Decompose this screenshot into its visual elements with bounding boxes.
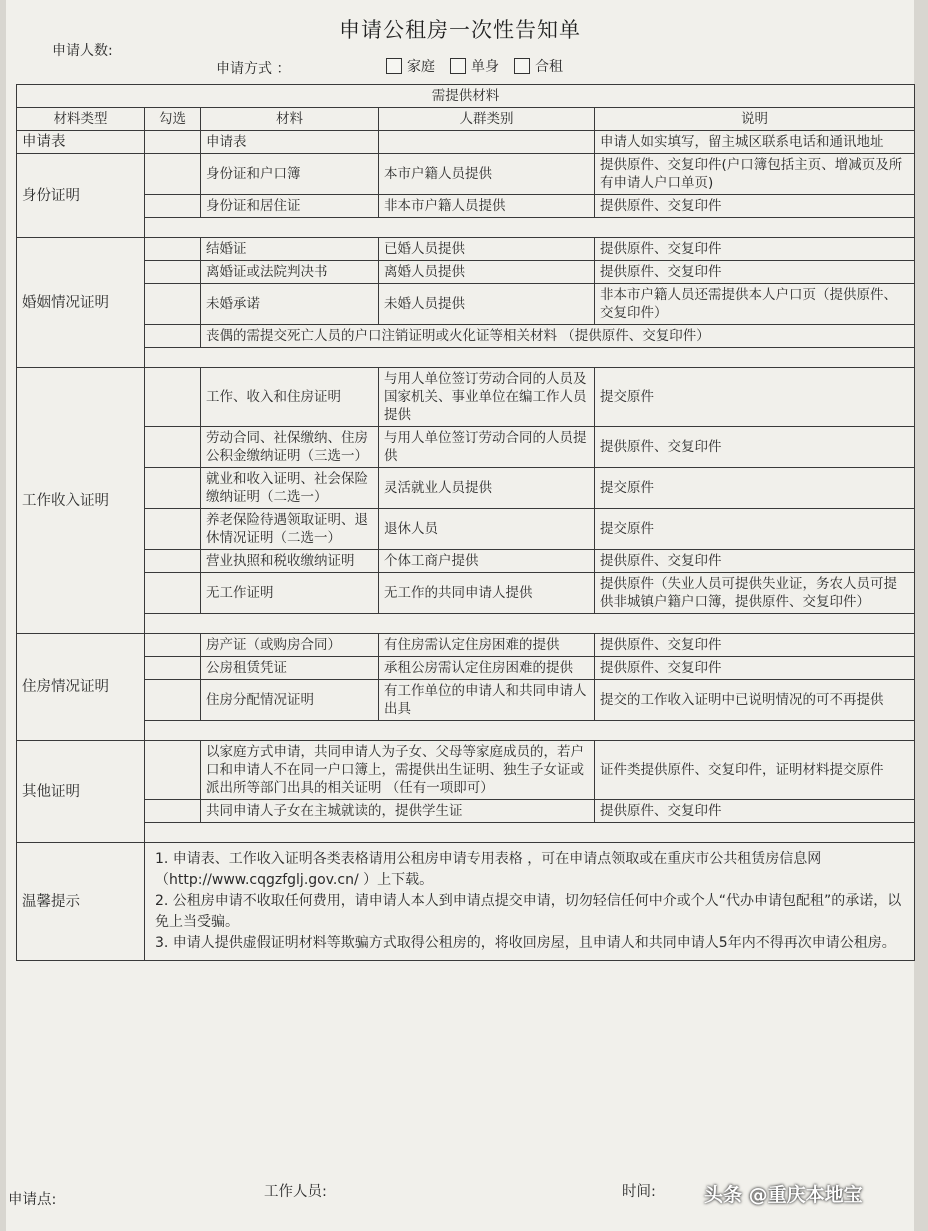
table-row [17, 195, 915, 218]
table-row [17, 634, 915, 657]
category-application: 申请表 [17, 131, 145, 154]
materials-table [16, 84, 915, 961]
material-cell: 申请表 [201, 131, 379, 154]
col-material: 材料 [201, 108, 379, 131]
blank-row [17, 218, 915, 238]
group-cell [379, 131, 595, 154]
category-marriage: 婚姻情况证明 [17, 238, 145, 368]
material-cell: 营业执照和税收缴纳证明 [201, 550, 379, 573]
note-cell: 提供原件、交复印件 [595, 427, 915, 468]
group-cell: 无工作的共同申请人提供 [379, 573, 595, 614]
page-title: 申请公租房一次性告知单 [339, 18, 581, 42]
check-cell[interactable] [145, 741, 201, 800]
tip-item: 2. 公租房申请不收取任何费用，请申请人本人到申请点提交申请，切勿轻信任何中介或个人“代办申请包配租”的承诺，以免上当受骗。 [155, 893, 902, 930]
note-cell: 非本市户籍人员还需提供本人户口页（提供原件、交复印件） [595, 284, 915, 325]
table-row [17, 800, 915, 823]
material-cell: 公房租赁凭证 [201, 657, 379, 680]
footer-point: 申请点: [8, 1192, 57, 1208]
note-cell: 提交原件 [595, 368, 915, 427]
check-cell[interactable] [145, 800, 201, 823]
footer-time: 时间: [622, 1184, 656, 1200]
apply-method-label: 申请方式 ： [216, 61, 291, 77]
table-row [17, 468, 915, 509]
group-cell: 有住房需认定住房困难的提供 [379, 634, 595, 657]
check-cell[interactable] [145, 261, 201, 284]
note-cell: 提供原件、交复印件 [595, 238, 915, 261]
check-cell[interactable] [145, 468, 201, 509]
material-cell: 房产证（或购房合同） [201, 634, 379, 657]
tip-item: 1. 申请表、工作收入证明各类表格请用公租房申请专用表格 ，可在申请点领取或在重庆市公共租赁房信息网（http://www.cqgzfglj.gov.cn/ ）上下载。 [155, 851, 822, 888]
section-header: 需提供材料 [17, 85, 915, 108]
material-cell: 工作、收入和住房证明 [201, 368, 379, 427]
table-row [17, 154, 915, 195]
group-cell: 与用人单位签订劳动合同的人员提供 [379, 427, 595, 468]
group-cell: 灵活就业人员提供 [379, 468, 595, 509]
note-cell: 提供原件（失业人员可提供失业证，务农人员可提供非城镇户籍户口簿，提供原件、交复印件） [595, 573, 915, 614]
note-cell: 提交的工作收入证明中已说明情况的可不再提供 [595, 680, 915, 721]
group-cell: 与用人单位签订劳动合同的人员及国家机关、事业单位在编工作人员提供 [379, 368, 595, 427]
table-row [17, 238, 915, 261]
tips-content [145, 843, 915, 961]
option-single[interactable]: 单身 [450, 56, 499, 76]
material-cell: 身份证和居住证 [201, 195, 379, 218]
notice-sheet [6, 0, 914, 1231]
table-row [17, 368, 915, 427]
widowed-note: 丧偶的需提交死亡人员的户口注销证明或火化证等相关材料 （提供原件、交复印件） [201, 325, 915, 348]
group-cell: 已婚人员提供 [379, 238, 595, 261]
option-shared[interactable]: 合租 [514, 56, 563, 76]
blank-row [17, 348, 915, 368]
material-cell: 就业和收入证明、社会保险缴纳证明（二选一） [201, 468, 379, 509]
table-row [17, 680, 915, 721]
note-cell: 提供原件、交复印件 [595, 261, 915, 284]
category-housing: 住房情况证明 [17, 634, 145, 741]
table-row [17, 573, 915, 614]
check-cell[interactable] [145, 657, 201, 680]
material-cell: 离婚证或法院判决书 [201, 261, 379, 284]
material-cell: 结婚证 [201, 238, 379, 261]
blank-row [17, 721, 915, 741]
column-headers [17, 108, 915, 131]
blank-row [17, 823, 915, 843]
checkbox-family[interactable] [386, 58, 402, 74]
note-cell: 提供原件、交复印件 [595, 800, 915, 823]
table-row [17, 550, 915, 573]
group-cell: 非本市户籍人员提供 [379, 195, 595, 218]
col-check: 勾选 [145, 108, 201, 131]
material-cell: 身份证和户口簿 [201, 154, 379, 195]
table-row [17, 131, 915, 154]
table-row [17, 427, 915, 468]
material-cell: 养老保险待遇领取证明、退休情况证明（二选一） [201, 509, 379, 550]
table-row [17, 325, 915, 348]
col-note: 说明 [595, 108, 915, 131]
check-cell[interactable] [145, 154, 201, 195]
group-cell: 退休人员 [379, 509, 595, 550]
check-cell[interactable] [145, 550, 201, 573]
material-cell: 无工作证明 [201, 573, 379, 614]
applicant-count-label: 申请人数: [52, 43, 113, 59]
tips-row [17, 843, 915, 961]
check-cell[interactable] [145, 368, 201, 427]
check-cell[interactable] [145, 509, 201, 550]
group-cell: 个体工商户提供 [379, 550, 595, 573]
group-cell: 有工作单位的申请人和共同申请人出具 [379, 680, 595, 721]
table-row [17, 509, 915, 550]
note-cell: 提交原件 [595, 509, 915, 550]
note-cell: 提供原件、交复印件 [595, 657, 915, 680]
checkbox-single[interactable] [450, 58, 466, 74]
note-cell: 提供原件、交复印件(户口簿包括主页、增减页及所有申请人户口单页) [595, 154, 915, 195]
note-cell: 提供原件、交复印件 [595, 195, 915, 218]
footer-staff: 工作人员: [264, 1184, 327, 1200]
option-family[interactable]: 家庭 [386, 56, 435, 76]
note-cell: 提供原件、交复印件 [595, 634, 915, 657]
watermark: 头条 @重庆本地宝 [704, 1184, 863, 1206]
group-cell: 未婚人员提供 [379, 284, 595, 325]
note-cell: 提供原件、交复印件 [595, 550, 915, 573]
category-identity: 身份证明 [17, 154, 145, 238]
material-cell: 以家庭方式申请，共同申请人为子女、父母等家庭成员的，若户口和申请人不在同一户口簿上，需提供出生证明、独生子女证或派出所等部门出具的相关证明 （任有一项即可） [201, 741, 595, 800]
table-row [17, 284, 915, 325]
check-cell[interactable] [145, 325, 201, 348]
group-cell: 承租公房需认定住房困难的提供 [379, 657, 595, 680]
check-cell[interactable] [145, 680, 201, 721]
material-cell: 共同申请人子女在主城就读的，提供学生证 [201, 800, 595, 823]
checkbox-shared[interactable] [514, 58, 530, 74]
material-cell: 劳动合同、社保缴纳、住房公积金缴纳证明（三选一） [201, 427, 379, 468]
check-cell[interactable] [145, 634, 201, 657]
category-tips: 温馨提示 [17, 843, 145, 961]
blank-row [17, 614, 915, 634]
check-cell[interactable] [145, 573, 201, 614]
col-group: 人群类别 [379, 108, 595, 131]
category-work: 工作收入证明 [17, 368, 145, 634]
category-other: 其他证明 [17, 741, 145, 843]
col-type: 材料类型 [17, 108, 145, 131]
check-cell[interactable] [145, 195, 201, 218]
check-cell[interactable] [145, 284, 201, 325]
group-cell: 本市户籍人员提供 [379, 154, 595, 195]
table-row [17, 657, 915, 680]
check-cell[interactable] [145, 238, 201, 261]
check-cell[interactable] [145, 131, 201, 154]
note-cell: 申请人如实填写，留主城区联系电话和通讯地址 [595, 131, 915, 154]
table-row [17, 261, 915, 284]
check-cell[interactable] [145, 427, 201, 468]
note-cell: 提交原件 [595, 468, 915, 509]
material-cell: 住房分配情况证明 [201, 680, 379, 721]
note-cell: 证件类提供原件、交复印件，证明材料提交原件 [595, 741, 915, 800]
table-row [17, 741, 915, 800]
tip-item: 3. 申请人提供虚假证明材料等欺骗方式取得公租房的，将收回房屋，且申请人和共同申请人5年内不得再次申请公租房。 [155, 935, 896, 951]
group-cell: 离婚人员提供 [379, 261, 595, 284]
material-cell: 未婚承诺 [201, 284, 379, 325]
